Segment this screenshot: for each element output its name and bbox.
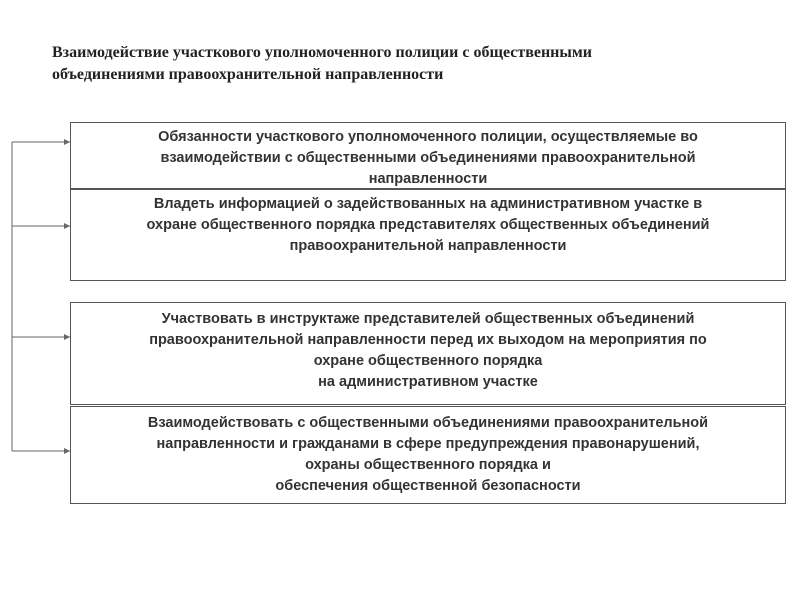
diagram-title <box>52 42 772 86</box>
duty-line: на административном участке <box>318 374 538 390</box>
duties-header-box <box>70 122 786 189</box>
header-line: направленности <box>368 171 488 187</box>
header-line: Обязанности участкового уполномоченного полиции, осуществляемые во <box>158 129 698 145</box>
duty-line: Взаимодействовать с общественными объединениями правоохранительной <box>147 415 709 431</box>
header-line: взаимодействии с общественными объединениями правоохранительной <box>160 150 696 166</box>
duty-line: обеспечения общественной безопасности <box>275 478 581 494</box>
duty-box-cooperation <box>70 406 786 504</box>
duty-line: охране общественного порядка <box>313 353 543 369</box>
duty-line: Владеть информацией о задействованных на административном участке в <box>153 196 703 212</box>
duty-box-briefing <box>70 302 786 405</box>
duty-line: направленности и гражданами в сфере предупреждения правонарушений, <box>156 436 700 452</box>
duty-line: правоохранительной направленности <box>289 238 567 254</box>
duty-line: правоохранительной направленности перед их выходом на мероприятия по <box>149 332 707 348</box>
duty-line: Участвовать в инструктаже представителей общественных объединений <box>161 311 695 327</box>
duty-line: охране общественного порядка представителях общественных объединений <box>146 217 710 233</box>
duty-line: охраны общественного порядка и <box>305 457 551 473</box>
title-line-2: объединениями правоохранительной направленности <box>52 66 444 83</box>
title-line-1: Взаимодействие участкового уполномоченного полиции с общественными <box>52 44 592 61</box>
duty-box-information <box>70 189 786 281</box>
